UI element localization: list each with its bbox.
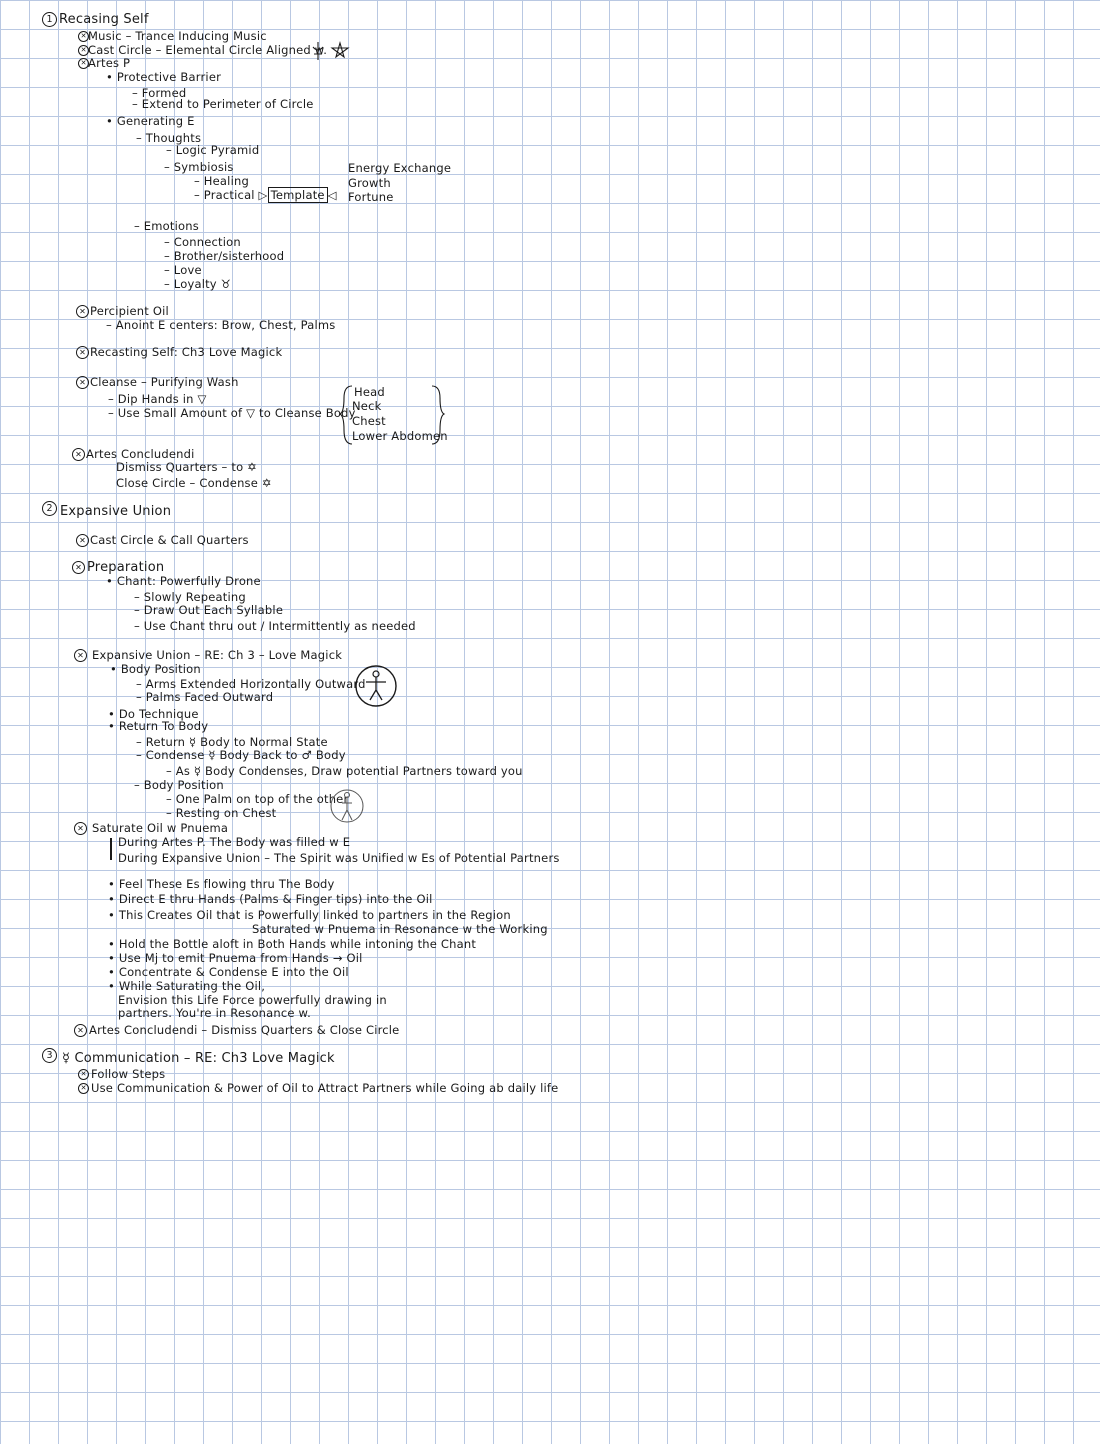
body-position-2: – Body Position [134,778,224,792]
brotherhood-item: – Brother/sisterhood [164,249,285,263]
neck-item: Neck [352,399,382,413]
practical-item: – Practical ▷ Template ◁ [194,188,337,202]
section-3-number: 3 [42,1048,57,1063]
cleanse-item: Cleanse – Purifying Wash [90,375,239,389]
percipient-oil: Percipient Oil [90,304,169,318]
x-circle-mark: ✕ [76,534,89,547]
standing-figure-icon [330,789,364,823]
x-circle-mark: ✕ [78,1083,89,1094]
energy-exchange: Energy Exchange [348,161,452,175]
body-position: • Body Position [110,662,201,676]
x-circle-mark: ✕ [76,376,89,389]
section-2-number: 2 [42,501,57,516]
arms-item: – Arms Extended Horizontally Outward [136,677,366,691]
section-2-title: Expansive Union [60,504,172,519]
draw-item: – Draw Out Each Syllable [134,603,284,617]
x-circle-mark: ✕ [72,448,85,461]
x-circle-mark: ✕ [74,1024,87,1037]
x-circle-mark: ✕ [74,822,87,835]
during-2: During Expansive Union – The Spirit was Unified w Es of Potential Partners [118,851,560,865]
cast-circle-item: Cast Circle – Elemental Circle Aligned w. [88,43,328,57]
x-circle-mark: ✕ [74,649,87,662]
section-1-number: 1 [42,12,57,27]
preparation: Preparation [87,560,165,575]
growth-item: Growth [348,176,391,190]
close-circle: Close Circle – Condense ✡ [116,476,272,490]
connection-item: – Connection [164,235,241,249]
x-circle-mark: ✕ [78,45,89,56]
one-palm-item: – One Palm on top of the other [166,792,349,806]
symbiosis-item: – Symbiosis [164,160,234,174]
x-circle-mark: ✕ [76,305,89,318]
direct-item: • Direct E thru Hands (Palms & Finger tips) into the Oil [108,892,433,906]
abdomen-item: Lower Abdomen [352,429,448,443]
concentrate-item: • Concentrate & Condense E into the Oil [108,965,349,979]
return-to-body: • Return To Body [108,719,209,733]
use-communication: Use Communication & Power of Oil to Attract Partners while Going ab daily life [91,1081,559,1095]
extend-item: – Extend to Perimeter of Circle [132,97,314,111]
envision-item: Envision this Life Force powerfully drawing in [118,993,387,1007]
loyalty-item: – Loyalty ♉ [164,277,232,291]
x-circle-mark: ✕ [78,1069,89,1080]
emotions-item: – Emotions [134,219,199,233]
head-item: Head [354,385,385,399]
resting-item: – Resting on Chest [166,806,277,820]
partners-item: partners. You're in Resonance w. [118,1006,311,1020]
artes-concludendi: Artes Concludendi [86,447,195,461]
do-technique: • Do Technique [108,707,199,721]
slowly-item: – Slowly Repeating [134,590,246,604]
chant-item: • Chant: Powerfully Drone [106,574,261,588]
dip-hands: – Dip Hands in ▽ [108,392,207,406]
protective-barrier: • Protective Barrier [106,70,222,84]
dismiss-quarters: Dismiss Quarters – to ✡ [116,460,258,474]
anoint-item: – Anoint E centers: Brow, Chest, Palms [106,318,336,332]
artes-concludendi-2: Artes Concludendi – Dismiss Quarters & Close Circle [89,1023,400,1037]
follow-steps: Follow Steps [91,1067,166,1081]
love-item: – Love [164,263,202,277]
x-circle-mark: ✕ [76,346,89,359]
feel-item: • Feel These Es flowing thru The Body [108,877,335,891]
formed-item: – Formed [132,86,187,100]
section-3-title: ☿ Communication – RE: Ch3 Love Magick [62,1051,335,1066]
fortune-item: Fortune [348,190,394,204]
saturate-oil: Saturate Oil w Pnuema [92,821,229,835]
creates-item: • This Creates Oil that is Powerfully linked to partners in the Region [108,908,511,922]
stick-figure-icon [354,664,398,708]
condense-item: – Condense ☿ Body Back to ♂ Body [136,748,346,762]
saturated-item: Saturated w Pnuema in Resonance w the Working [252,922,548,936]
use-chant-item: – Use Chant thru out / Intermittently as needed [134,619,416,633]
logic-item: – Logic Pyramid [166,143,260,157]
x-circle-mark: ✕ [72,561,85,574]
use-mj-item: • Use Mj to emit Pnuema from Hands → Oil [108,951,363,965]
x-circle-mark: ✕ [78,31,89,42]
as-body-item: – As ☿ Body Condenses, Draw potential Partners toward you [166,764,523,778]
section-1-title: Recasing Self [59,12,149,27]
thoughts-item: – Thoughts [136,131,202,145]
small-amount: – Use Small Amount of ▽ to Cleanse Body [108,406,356,420]
artes-item: Artes P [88,56,131,70]
recasting-self: Recasting Self: Ch3 Love Magick [90,345,283,359]
while-item: • While Saturating the Oil, [108,979,266,993]
chest-item: Chest [352,414,386,428]
during-1: During Artes P. The Body was filled w E [118,835,351,849]
pentagram-icon [310,40,350,62]
hold-item: • Hold the Bottle aloft in Both Hands while intoning the Chant [108,937,477,951]
return-body-item: – Return ☿ Body to Normal State [136,735,328,749]
palms-item: – Palms Faced Outward [136,690,274,704]
cast-call: Cast Circle & Call Quarters [90,533,249,547]
x-circle-mark: ✕ [78,58,89,69]
expansive-union: Expansive Union – RE: Ch 3 – Love Magick [92,648,343,662]
bracket-line [108,836,114,862]
healing-item: – Healing [194,174,249,188]
music-item: Music – Trance Inducing Music [88,29,267,43]
generating-e: • Generating E [106,114,195,128]
